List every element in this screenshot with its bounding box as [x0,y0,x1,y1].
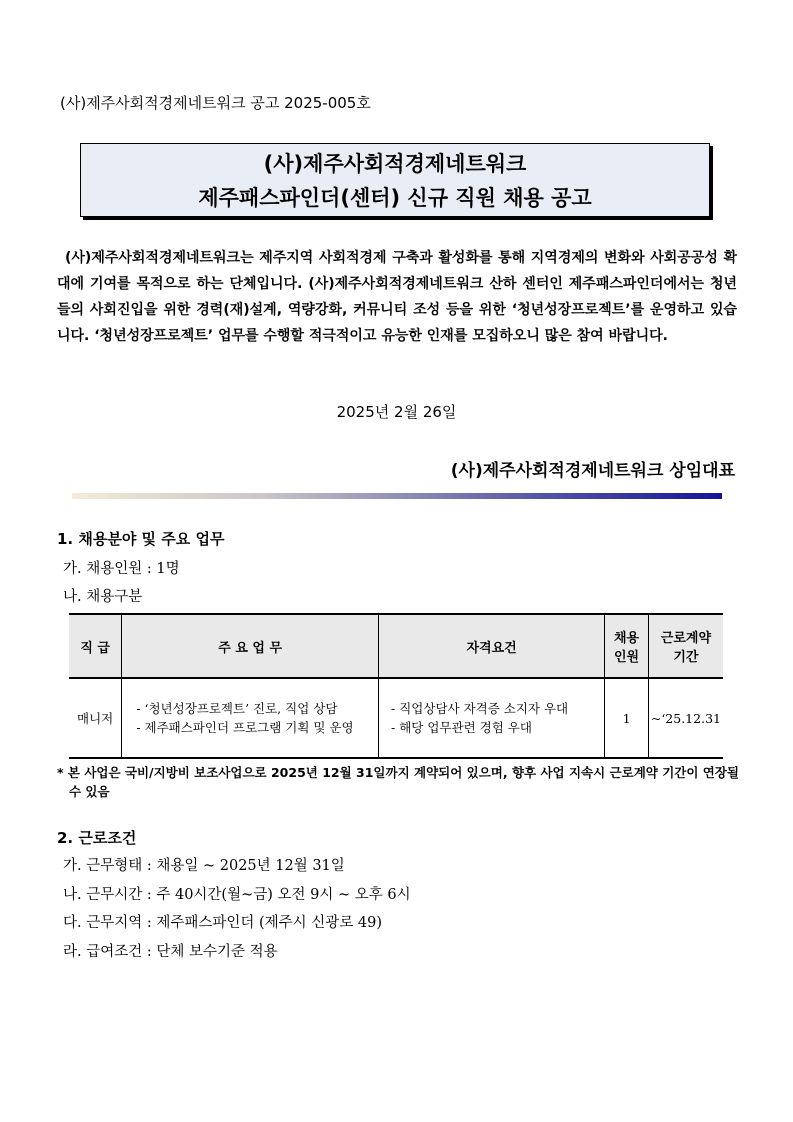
title-line-2: 제주패스파인더(센터) 신규 직원 채용 공고 [198,186,592,210]
cell-grade: 매니저 [69,678,122,758]
header-period-line-2: 기간 [673,650,699,665]
table-row [69,678,723,758]
intro-paragraph: (사)제주사회적경제네트워크는 제주지역 사회적경제 구축과 활성화를 통해 지역경제의 변화와 사회공공성 확대에 기여를 목적으로 하는 단체입니다. (사)제주사회적경제네트워크 산하 센터인 제주패스파인더에서는 청년들의 사회진입을 위한 경력(재)설계, 역량강화, 커뮤니티 조성 등을 위한 ‘청년성장프로젝트’를 운영하고 있습니다. ‘청년성장프로젝트’ 업무를 수행할 적극적이고 유능한 인재를 모집하오니 많은 참여 바랍니다. [57,250,737,344]
duty-item: - 제주패스파인더 프로그램 기획 및 운영 [136,720,354,735]
table-header-row [69,614,723,678]
notice-number: (사)제주사회적경제네트워크 공고 2025-005호 [60,94,371,112]
section-2-heading: 2. 근로조건 [57,829,137,847]
section-2 [57,827,411,966]
title-box [80,143,710,217]
cell-duties [122,678,379,758]
header-headcount-line-2: 인원 [613,650,640,665]
header-headcount [605,614,649,678]
qualification-item: - 직업상담사 자격증 소지자 우대 [391,701,569,716]
header-grade: 직 급 [69,614,122,678]
qualification-item: - 해당 업무관련 경험 우대 [391,720,532,735]
header-headcount-line-1: 채용 [613,631,640,646]
section-2-item: 나. 근무시간 : 주 40시간(월~금) 오전 9시 ~ 오후 6시 [63,886,411,903]
header-duties: 주 요 업 무 [122,614,379,678]
header-period-line-1: 근로계약 [660,631,712,646]
section-2-item: 다. 근무지역 : 제주패스파인더 (제주시 신광로 49) [63,915,383,931]
section-1-item: 나. 채용구분 [63,589,143,605]
cell-qualifications [379,678,605,758]
section-2-item: 라. 급여조건 : 단체 보수기준 적용 [63,943,278,960]
title-line-1: (사)제주사회적경제네트워크 [263,152,527,176]
section-1-item: 가. 채용인원 : 1명 [63,561,180,577]
job-table [69,613,723,759]
contract-note: * 본 사업은 국비/지방비 보조사업으로 2025년 12월 31일까지 계약되어 있으며, 향후 사업 지속시 근로계약 기간이 연장될 수 있음 [57,765,740,799]
cell-period: ~‘25.12.31 [648,678,723,758]
divider-bar [72,493,722,499]
section-1-heading: 1. 채용분야 및 주요 업무 [57,530,225,548]
header-period [648,614,723,678]
notice-date: 2025년 2월 26일 [336,403,457,421]
section-1 [57,528,224,611]
section-2-item: 가. 근무형태 : 채용일 ~ 2025년 12월 31일 [63,858,345,874]
signer: (사)제주사회적경제네트워크 상임대표 [450,461,735,481]
header-qualification: 자격요건 [379,614,605,678]
cell-headcount: 1 [605,678,649,758]
duty-item: - ‘청년성장프로젝트’ 진로, 직업 상담 [136,701,338,716]
